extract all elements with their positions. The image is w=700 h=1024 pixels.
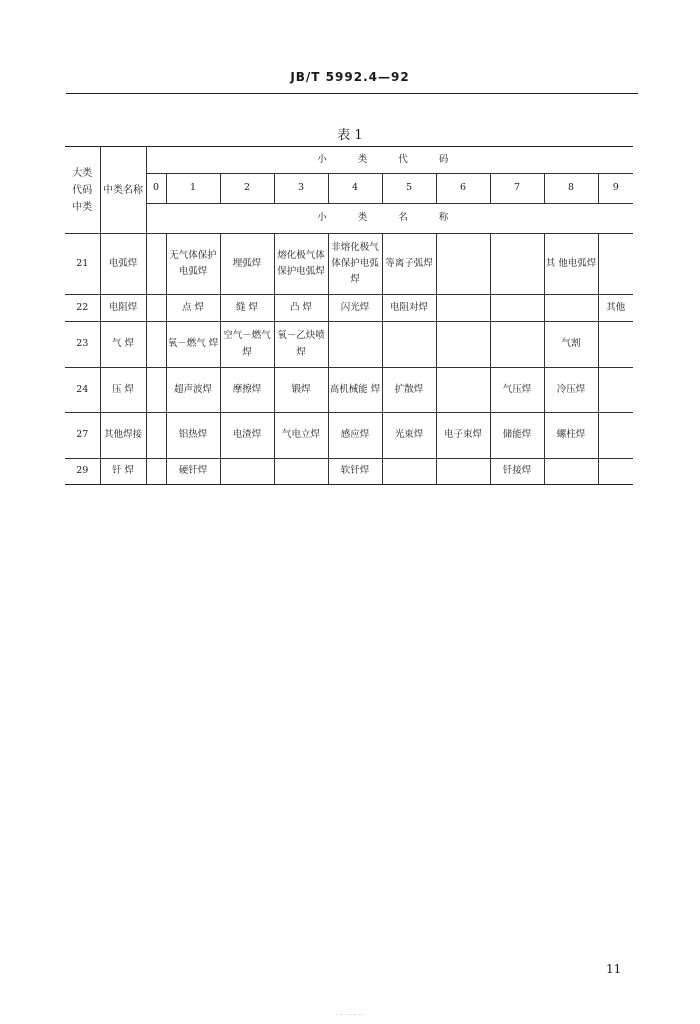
table-cell xyxy=(598,322,633,368)
table-cell xyxy=(598,234,633,295)
digit-header-0: 0 xyxy=(146,174,166,204)
header-major-class: 大类 xyxy=(72,167,93,179)
table-cell: 扩散焊 xyxy=(382,368,436,413)
table-cell xyxy=(598,459,633,485)
table-cell: 等离子弧焊 xyxy=(382,234,436,295)
table-row xyxy=(65,295,633,322)
table-cell: 光束焊 xyxy=(382,413,436,459)
table-cell xyxy=(544,295,598,322)
table-cell: 气割 xyxy=(544,322,598,368)
header-mid-name: 中类名称 xyxy=(100,147,146,234)
table-cell: 空气－燃气焊 xyxy=(220,322,274,368)
table-row xyxy=(65,413,633,459)
table-cell xyxy=(146,234,166,295)
table-row xyxy=(65,322,633,368)
table-cell xyxy=(436,295,490,322)
table-cell: 电阻对焊 xyxy=(382,295,436,322)
digit-header-4: 4 xyxy=(328,174,382,204)
table-row xyxy=(65,234,633,295)
table-cell xyxy=(146,368,166,413)
row-name: 压 焊 xyxy=(100,368,146,413)
row-code: 24 xyxy=(65,368,100,413)
table-cell: 气压焊 xyxy=(490,368,544,413)
table-cell xyxy=(146,322,166,368)
row-name: 其他焊接 xyxy=(100,413,146,459)
table-cell xyxy=(382,459,436,485)
table-cell xyxy=(328,322,382,368)
row-name: 电阻焊 xyxy=(100,295,146,322)
table-cell xyxy=(220,459,274,485)
table-row xyxy=(65,368,633,413)
table-cell: 凸 焊 xyxy=(274,295,328,322)
standard-code: JB/T 5992.4—92 xyxy=(290,70,410,84)
table-cell xyxy=(598,413,633,459)
table-cell xyxy=(436,322,490,368)
table-cell: 感应焊 xyxy=(328,413,382,459)
table-cell: 软钎焊 xyxy=(328,459,382,485)
digit-header-6: 6 xyxy=(436,174,490,204)
table-cell: 电子束焊 xyxy=(436,413,490,459)
table-cell: 锻焊 xyxy=(274,368,328,413)
welding-classification-table xyxy=(65,146,633,485)
table-cell: 非熔化极气体保护电弧焊 xyxy=(328,234,382,295)
row-code: 21 xyxy=(65,234,100,295)
row-code: 27 xyxy=(65,413,100,459)
row-code: 29 xyxy=(65,459,100,485)
table-cell: 螺柱焊 xyxy=(544,413,598,459)
table-cell: 铝热焊 xyxy=(166,413,220,459)
table-cell: 闪光焊 xyxy=(328,295,382,322)
table-cell xyxy=(274,459,328,485)
table-cell: 氧－燃气 焊 xyxy=(166,322,220,368)
table-cell xyxy=(598,368,633,413)
table-title: 表 1 xyxy=(337,128,363,143)
digit-header-8: 8 xyxy=(544,174,598,204)
digit-header-9: 9 xyxy=(598,174,633,204)
table-cell xyxy=(146,413,166,459)
table-cell: 硬钎焊 xyxy=(166,459,220,485)
table-cell: 超声波焊 xyxy=(166,368,220,413)
table-cell: 其 他电弧焊 xyxy=(544,234,598,295)
header-rule xyxy=(66,93,638,94)
header-mid-code: 中类 xyxy=(72,201,93,213)
table-cell xyxy=(436,368,490,413)
footer-mark: · ·· ······ ··· xyxy=(335,1012,365,1019)
header-code: 代码 xyxy=(72,184,93,196)
row-code: 23 xyxy=(65,322,100,368)
table-cell: 钎接焊 xyxy=(490,459,544,485)
row-name: 钎 焊 xyxy=(100,459,146,485)
digit-header-1: 1 xyxy=(166,174,220,204)
row-code: 22 xyxy=(65,295,100,322)
table-cell xyxy=(146,459,166,485)
table-cell xyxy=(146,295,166,322)
table-cell xyxy=(490,322,544,368)
digit-header-3: 3 xyxy=(274,174,328,204)
table-cell xyxy=(436,459,490,485)
table-cell: 缝 焊 xyxy=(220,295,274,322)
table-cell: 其他 xyxy=(598,295,633,322)
table-cell: 埋弧焊 xyxy=(220,234,274,295)
major-class-code-header xyxy=(65,147,100,234)
table-cell: 高机械能 焊 xyxy=(328,368,382,413)
table-cell: 气电立焊 xyxy=(274,413,328,459)
header-small-class-name: 小 类 名 称 xyxy=(146,204,633,234)
table-cell: 冷压焊 xyxy=(544,368,598,413)
row-name: 气 焊 xyxy=(100,322,146,368)
header-small-class-code: 小 类 代 码 xyxy=(146,147,633,174)
table-cell: 熔化极气体保护电弧焊 xyxy=(274,234,328,295)
table-cell: 无气体保护电弧焊 xyxy=(166,234,220,295)
table-cell xyxy=(382,322,436,368)
digit-header-5: 5 xyxy=(382,174,436,204)
table-cell: 摩擦焊 xyxy=(220,368,274,413)
page-number: 11 xyxy=(606,962,622,976)
digit-header-7: 7 xyxy=(490,174,544,204)
table-cell xyxy=(490,295,544,322)
table-cell xyxy=(490,234,544,295)
digit-header-2: 2 xyxy=(220,174,274,204)
table-row xyxy=(65,459,633,485)
table-cell: 电渣焊 xyxy=(220,413,274,459)
table-cell xyxy=(436,234,490,295)
table-cell: 储能焊 xyxy=(490,413,544,459)
table-cell: 点 焊 xyxy=(166,295,220,322)
table-cell: 氧－乙炔喷焊 xyxy=(274,322,328,368)
table-cell xyxy=(544,459,598,485)
row-name: 电弧焊 xyxy=(100,234,146,295)
